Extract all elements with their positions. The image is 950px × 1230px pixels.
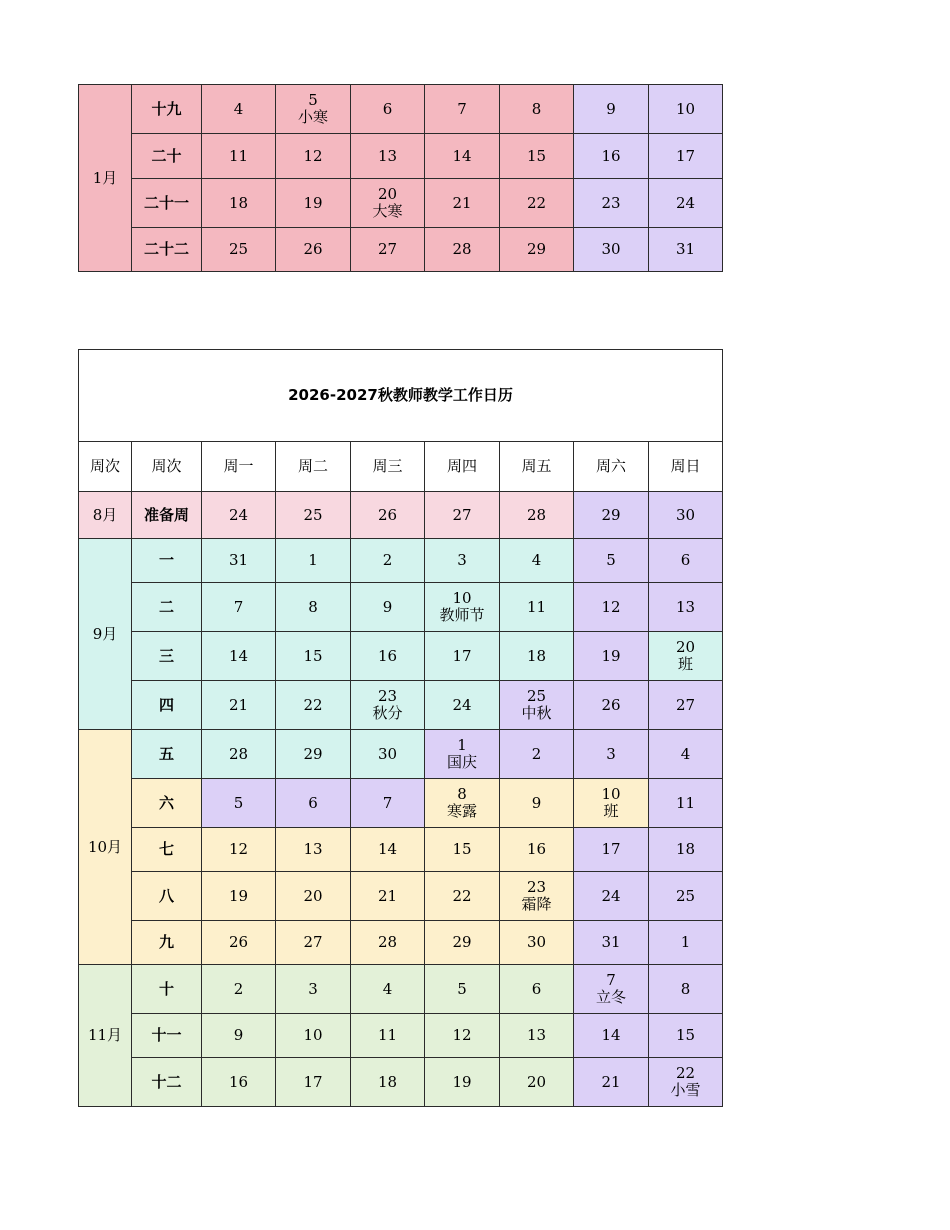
day-cell: 8 寒露 (425, 779, 500, 828)
day-cell: 27 (649, 681, 723, 730)
page-crop-mask (723, 0, 950, 1230)
header-week: 周次 (132, 442, 202, 492)
day-cell: 20 (276, 872, 351, 921)
day-cell: 4 (351, 965, 425, 1014)
day-cell: 7 (202, 583, 276, 632)
day-cell: 5 (425, 965, 500, 1014)
day-cell: 25 (276, 492, 351, 539)
day-cell: 22 小雪 (649, 1058, 723, 1107)
day-cell: 25 中秋 (500, 681, 574, 730)
day-cell: 24 (425, 681, 500, 730)
solar-term-label: 秋分 (372, 704, 403, 722)
day-cell: 26 (574, 681, 649, 730)
solar-term-label: 寒露 (446, 802, 477, 820)
day-cell: 13 (276, 828, 351, 872)
day-cell: 21 (425, 179, 500, 228)
month-label-october: 10月 (79, 730, 132, 965)
week-label: 八 (132, 872, 202, 921)
day-cell: 12 (425, 1014, 500, 1058)
solar-term-label: 小寒 (297, 108, 328, 126)
holiday-label: 教师节 (439, 606, 485, 624)
day-cell: 18 (202, 179, 276, 228)
day-cell: 22 (276, 681, 351, 730)
day-cell: 1 (276, 539, 351, 583)
holiday-label: 国庆 (446, 753, 477, 771)
calendar-title: 2026-2027秋教师教学工作日历 (79, 350, 723, 442)
week-label: 二 (132, 583, 202, 632)
day-cell: 14 (574, 1014, 649, 1058)
day-cell: 31 (649, 228, 723, 272)
day-cell: 24 (574, 872, 649, 921)
day-cell: 15 (649, 1014, 723, 1058)
january-calendar-table (78, 84, 723, 272)
week-label: 四 (132, 681, 202, 730)
day-cell: 20 大寒 (351, 179, 425, 228)
header-thursday: 周四 (425, 442, 500, 492)
week-label: 九 (132, 921, 202, 965)
day-cell: 24 (649, 179, 723, 228)
day-cell: 16 (500, 828, 574, 872)
solar-term-label: 立冬 (595, 988, 626, 1006)
day-cell: 30 (574, 228, 649, 272)
day-cell: 6 (276, 779, 351, 828)
week-label: 二十一 (132, 179, 202, 228)
day-cell: 26 (276, 228, 351, 272)
day-cell: 28 (202, 730, 276, 779)
day-cell: 9 (202, 1014, 276, 1058)
day-cell: 15 (276, 632, 351, 681)
week-label: 二十二 (132, 228, 202, 272)
week-label: 五 (132, 730, 202, 779)
week-label: 准备周 (132, 492, 202, 539)
week-label: 二十 (132, 134, 202, 179)
day-cell: 4 (500, 539, 574, 583)
day-cell: 11 (351, 1014, 425, 1058)
solar-term-label: 大寒 (372, 202, 403, 220)
day-cell: 11 (649, 779, 723, 828)
day-cell: 9 (500, 779, 574, 828)
day-cell: 8 (500, 85, 574, 134)
day-cell: 22 (500, 179, 574, 228)
day-cell: 27 (351, 228, 425, 272)
day-cell: 18 (351, 1058, 425, 1107)
day-cell: 22 (425, 872, 500, 921)
autumn-teaching-calendar-table (78, 349, 723, 1107)
day-cell: 1 (649, 921, 723, 965)
month-label-january: 1月 (79, 85, 132, 272)
day-cell: 17 (574, 828, 649, 872)
day-cell: 30 (649, 492, 723, 539)
day-cell: 12 (574, 583, 649, 632)
header-monday: 周一 (202, 442, 276, 492)
month-label-november: 11月 (79, 965, 132, 1107)
day-cell: 10 (276, 1014, 351, 1058)
workday-label: 班 (677, 655, 693, 673)
week-label: 一 (132, 539, 202, 583)
day-cell: 28 (351, 921, 425, 965)
day-cell: 10 班 (574, 779, 649, 828)
header-sunday: 周日 (649, 442, 723, 492)
day-cell: 25 (649, 872, 723, 921)
day-cell: 3 (425, 539, 500, 583)
day-cell: 16 (202, 1058, 276, 1107)
day-cell: 24 (202, 492, 276, 539)
solar-term-label: 霜降 (521, 895, 552, 913)
day-cell: 23 霜降 (500, 872, 574, 921)
header-friday: 周五 (500, 442, 574, 492)
week-label: 十二 (132, 1058, 202, 1107)
day-cell: 3 (276, 965, 351, 1014)
day-cell: 14 (202, 632, 276, 681)
day-cell: 26 (351, 492, 425, 539)
day-cell: 14 (351, 828, 425, 872)
week-label: 六 (132, 779, 202, 828)
day-cell: 17 (649, 134, 723, 179)
day-cell: 13 (500, 1014, 574, 1058)
week-label: 三 (132, 632, 202, 681)
day-cell: 6 (500, 965, 574, 1014)
day-cell: 8 (649, 965, 723, 1014)
day-cell: 9 (574, 85, 649, 134)
day-cell: 18 (649, 828, 723, 872)
day-cell: 20 班 (649, 632, 723, 681)
day-cell: 31 (202, 539, 276, 583)
day-cell: 20 (500, 1058, 574, 1107)
day-cell: 11 (500, 583, 574, 632)
day-cell: 28 (500, 492, 574, 539)
day-cell: 11 (202, 134, 276, 179)
day-cell: 27 (276, 921, 351, 965)
solar-term-label: 小雪 (670, 1081, 701, 1099)
day-cell: 7 立冬 (574, 965, 649, 1014)
day-cell: 9 (351, 583, 425, 632)
day-cell: 17 (276, 1058, 351, 1107)
header-tuesday: 周二 (276, 442, 351, 492)
day-cell: 7 (425, 85, 500, 134)
day-cell: 23 (574, 179, 649, 228)
month-label-august: 8月 (79, 492, 132, 539)
day-cell: 13 (649, 583, 723, 632)
day-cell: 16 (351, 632, 425, 681)
day-cell: 2 (500, 730, 574, 779)
day-cell: 6 (649, 539, 723, 583)
holiday-label: 中秋 (521, 704, 552, 722)
day-cell: 21 (202, 681, 276, 730)
day-cell: 4 (202, 85, 276, 134)
day-cell: 30 (351, 730, 425, 779)
day-cell: 19 (276, 179, 351, 228)
week-label: 十九 (132, 85, 202, 134)
day-cell: 19 (574, 632, 649, 681)
day-cell: 29 (574, 492, 649, 539)
day-cell: 27 (425, 492, 500, 539)
day-cell: 21 (351, 872, 425, 921)
day-cell: 2 (202, 965, 276, 1014)
day-cell: 6 (351, 85, 425, 134)
day-cell: 13 (351, 134, 425, 179)
header-wednesday: 周三 (351, 442, 425, 492)
week-label: 七 (132, 828, 202, 872)
day-cell: 12 (276, 134, 351, 179)
day-cell: 19 (425, 1058, 500, 1107)
day-cell: 15 (425, 828, 500, 872)
day-cell: 1 国庆 (425, 730, 500, 779)
day-cell: 30 (500, 921, 574, 965)
day-cell: 28 (425, 228, 500, 272)
day-cell: 25 (202, 228, 276, 272)
day-cell: 3 (574, 730, 649, 779)
workday-label: 班 (603, 802, 619, 820)
day-cell: 7 (351, 779, 425, 828)
header-saturday: 周六 (574, 442, 649, 492)
day-cell: 5 小寒 (276, 85, 351, 134)
day-cell: 29 (425, 921, 500, 965)
day-cell: 14 (425, 134, 500, 179)
day-cell: 10 教师节 (425, 583, 500, 632)
day-cell: 26 (202, 921, 276, 965)
day-cell: 8 (276, 583, 351, 632)
day-cell: 29 (276, 730, 351, 779)
day-cell: 17 (425, 632, 500, 681)
day-cell: 19 (202, 872, 276, 921)
day-cell: 10 (649, 85, 723, 134)
week-label: 十 (132, 965, 202, 1014)
day-cell: 23 秋分 (351, 681, 425, 730)
day-cell: 5 (202, 779, 276, 828)
day-cell: 4 (649, 730, 723, 779)
header-month: 周次 (79, 442, 132, 492)
day-cell: 2 (351, 539, 425, 583)
month-label-september: 9月 (79, 539, 132, 730)
day-cell: 18 (500, 632, 574, 681)
day-cell: 5 (574, 539, 649, 583)
day-cell: 29 (500, 228, 574, 272)
day-cell: 12 (202, 828, 276, 872)
day-cell: 16 (574, 134, 649, 179)
week-label: 十一 (132, 1014, 202, 1058)
day-cell: 31 (574, 921, 649, 965)
day-cell: 21 (574, 1058, 649, 1107)
day-cell: 15 (500, 134, 574, 179)
